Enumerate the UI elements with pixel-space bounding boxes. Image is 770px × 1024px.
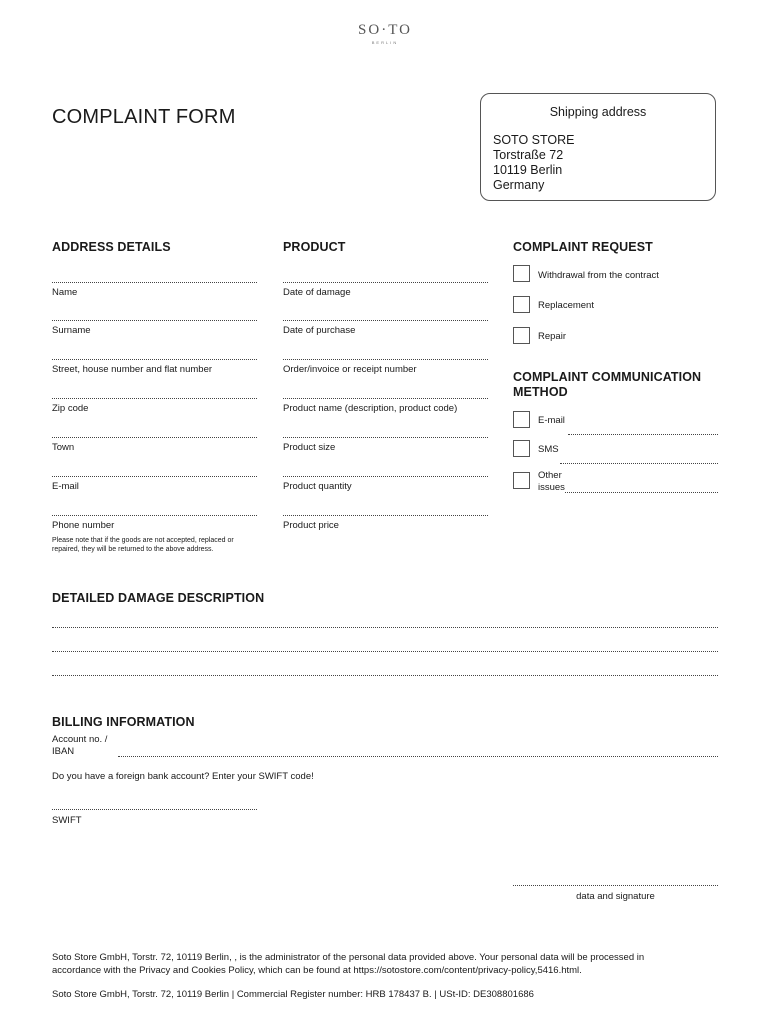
complaint-request-heading: COMPLAINT REQUEST	[513, 240, 653, 254]
communication-heading-line: METHOD	[513, 385, 568, 399]
account-label	[52, 734, 107, 758]
billing-heading: BILLING INFORMATION	[52, 715, 195, 729]
zip-code-label: Zip code	[52, 403, 89, 414]
return-note-line: repaired, they will be returned to the above address.	[52, 546, 214, 553]
withdrawal-label: Withdrawal from the contract	[538, 270, 659, 281]
other-issues-checkbox[interactable]	[513, 472, 530, 489]
damage-description-line[interactable]	[52, 627, 718, 628]
return-note	[52, 536, 234, 554]
other-issues-label-line: issues	[538, 482, 565, 493]
repair-checkbox[interactable]	[513, 327, 530, 344]
address-heading: ADDRESS DETAILS	[52, 240, 171, 254]
order-number-input[interactable]	[283, 359, 488, 360]
product-name-label: Product name (description, product code)	[283, 403, 458, 414]
foreign-account-text: Do you have a foreign bank account? Enter your SWIFT code!	[52, 771, 314, 782]
damage-heading: DETAILED DAMAGE DESCRIPTION	[52, 591, 265, 605]
email-label: E-mail	[52, 481, 79, 492]
shipping-title: Shipping address	[549, 105, 647, 119]
shipping-lines	[493, 133, 575, 193]
phone-label: Phone number	[52, 520, 115, 531]
repair-label: Repair	[538, 331, 566, 342]
brand-logo	[0, 22, 770, 45]
email-input[interactable]	[52, 476, 257, 477]
street-label: Street, house number and flat number	[52, 364, 213, 375]
return-note-line: Please note that if the goods are not accepted, replaced or	[52, 537, 234, 544]
sms-checkbox[interactable]	[513, 440, 530, 457]
product-price-input[interactable]	[283, 515, 488, 516]
product-size-input[interactable]	[283, 437, 488, 438]
shipping-line: Torstraße 72	[493, 148, 564, 162]
other-issues-label	[538, 470, 565, 494]
product-name-input[interactable]	[283, 398, 488, 399]
email-method-checkbox[interactable]	[513, 411, 530, 428]
sms-input[interactable]	[560, 463, 718, 464]
logo-subtext: BERLIN	[371, 40, 399, 45]
name-label: Name	[52, 287, 78, 298]
shipping-line: 10119 Berlin	[493, 163, 563, 177]
other-issues-label-line: Other	[538, 470, 562, 481]
privacy-notice-line: Soto Store GmbH, Torstr. 72, 10119 Berlin, , is the administrator of the personal data provided above. Your personal data will be processed in	[52, 952, 645, 963]
product-size-label: Product size	[283, 442, 336, 453]
surname-input[interactable]	[52, 320, 257, 321]
communication-heading	[513, 370, 701, 400]
surname-label: Surname	[52, 325, 91, 336]
product-heading: PRODUCT	[283, 240, 346, 254]
damage-description-line[interactable]	[52, 651, 718, 652]
shipping-line: Germany	[493, 178, 545, 192]
date-of-damage-label: Date of damage	[283, 287, 351, 298]
shipping-address-box	[480, 93, 716, 201]
signature-input[interactable]	[513, 885, 718, 886]
account-label-line: IBAN	[52, 746, 75, 757]
swift-input[interactable]	[52, 809, 257, 810]
replacement-checkbox[interactable]	[513, 296, 530, 313]
signature-label: data and signature	[576, 891, 655, 902]
email-method-label: E-mail	[538, 415, 565, 426]
logo-text: SO·TO	[358, 22, 412, 38]
swift-label: SWIFT	[52, 815, 82, 826]
shipping-line: SOTO STORE	[493, 133, 575, 147]
replacement-label: Replacement	[538, 300, 594, 311]
other-issues-input[interactable]	[565, 492, 718, 493]
sms-label: SMS	[538, 444, 559, 455]
date-of-purchase-input[interactable]	[283, 320, 488, 321]
page-title: COMPLAINT FORM	[52, 106, 236, 128]
date-of-purchase-label: Date of purchase	[283, 325, 356, 336]
date-of-damage-input[interactable]	[283, 282, 488, 283]
street-input[interactable]	[52, 359, 257, 360]
name-input[interactable]	[52, 282, 257, 283]
iban-input[interactable]	[118, 756, 718, 757]
company-info: Soto Store GmbH, Torstr. 72, 10119 Berlin | Commercial Register number: HRB 178437 B. | USt-ID: DE308801686	[52, 989, 534, 1000]
town-input[interactable]	[52, 437, 257, 438]
town-label: Town	[52, 442, 75, 453]
damage-description-line[interactable]	[52, 675, 718, 676]
zip-code-input[interactable]	[52, 398, 257, 399]
privacy-notice	[52, 951, 644, 977]
withdrawal-checkbox[interactable]	[513, 265, 530, 282]
phone-input[interactable]	[52, 515, 257, 516]
order-number-label: Order/invoice or receipt number	[283, 364, 417, 375]
product-quantity-label: Product quantity	[283, 481, 352, 492]
product-quantity-input[interactable]	[283, 476, 488, 477]
product-price-label: Product price	[283, 520, 339, 531]
account-label-line: Account no. /	[52, 734, 108, 745]
email-method-input[interactable]	[568, 434, 718, 435]
privacy-notice-line: accordance with the Privacy and Cookies Policy, which can be found at https://sotostore.com/content/privacy-policy,5416.html.	[52, 965, 582, 976]
communication-heading-line: COMPLAINT COMMUNICATION	[513, 370, 702, 384]
